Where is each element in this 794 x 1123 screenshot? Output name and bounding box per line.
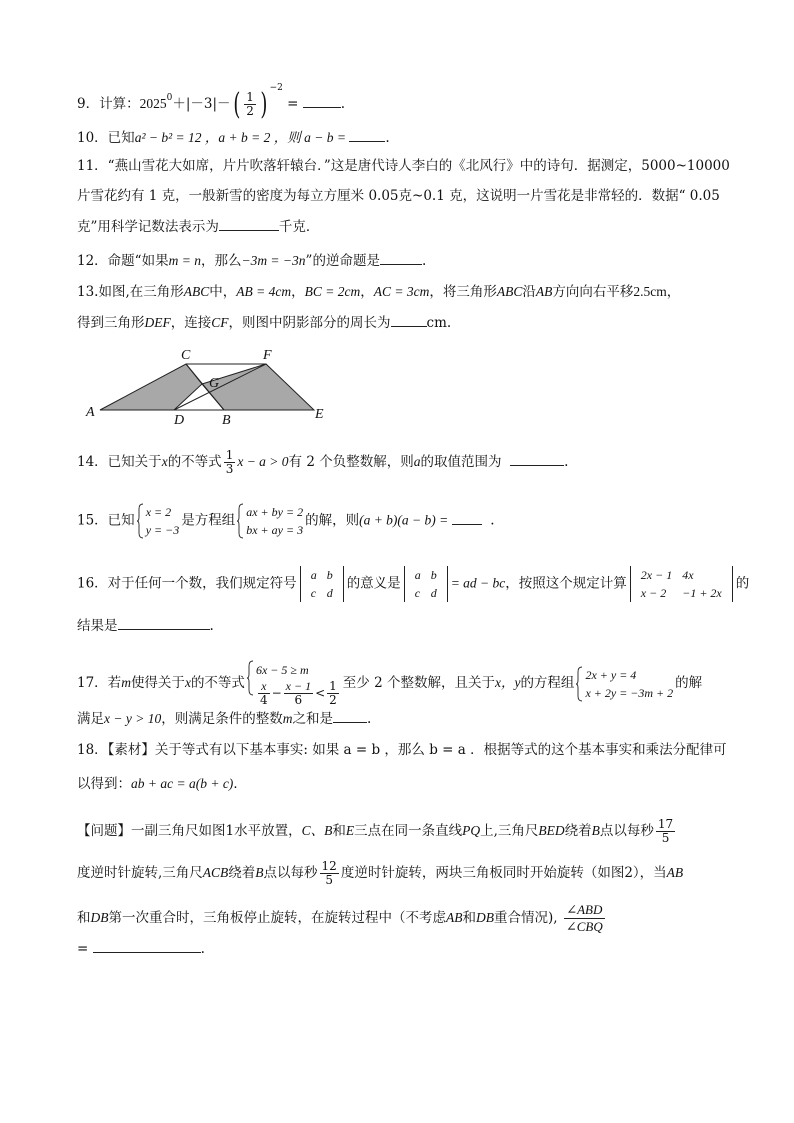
q16-t3: ，按照这个规定计算 <box>505 575 627 592</box>
q12-concl: −3m = −3n <box>241 253 306 268</box>
q18-t5: 上,三角尺 <box>480 823 539 839</box>
frac-x1-6 <box>284 680 313 707</box>
q18-t13: 第一次重合时，三角板停止旋转，在旋转过程中（不考虑 <box>108 910 446 926</box>
q14-t2: 的不等式 <box>167 454 222 470</box>
q18-t12: 和 <box>77 910 91 926</box>
q17-t9: 之和是 <box>292 711 333 727</box>
q18-e: E <box>345 823 355 838</box>
q18-t7: 点以每秒 <box>599 823 654 839</box>
q17-x: x <box>184 675 191 690</box>
q13-unit: cm. <box>426 315 452 331</box>
q15-s2: y = −3 <box>145 523 180 537</box>
q9-frac-den: 2 <box>246 104 254 118</box>
q18-t10: 点以每秒 <box>263 865 318 881</box>
q12-cond: m = n <box>168 253 201 268</box>
q13-t1: 13.如图,在三角形 <box>77 284 184 300</box>
q18-db: DB <box>90 910 109 925</box>
brace-icon <box>137 503 144 539</box>
q18-cb: C、B <box>301 823 333 838</box>
label-e: E <box>315 407 324 422</box>
det-c: x − 2 <box>640 586 667 600</box>
q18-pq: PQ <box>462 823 481 838</box>
brace-icon <box>237 503 244 539</box>
frac-x-4 <box>258 680 270 707</box>
q18-db2: DB <box>476 910 494 925</box>
q18-identity: ab + ac = a(b + c) <box>131 776 234 791</box>
q18-rate-2 <box>320 860 339 887</box>
q13-ab: AB = 4cm <box>236 284 292 299</box>
q17-t6: 的解 <box>675 675 703 691</box>
question-16-line-2: 结果是 . <box>77 615 214 636</box>
q18-ab2: AB <box>446 910 463 925</box>
question-17-line-1 <box>77 660 702 707</box>
q11-text-b: 千克． <box>278 219 320 235</box>
det-a: a <box>414 568 421 582</box>
q17-eq-1: 2x + y = 4 <box>585 667 637 682</box>
q17-m2: m <box>282 711 293 726</box>
question-18-line-4 <box>77 860 683 887</box>
q11-text-a: 克”用科学记数法表示为 <box>77 219 219 235</box>
answer-blank[interactable] <box>510 451 564 466</box>
det-b: b <box>326 568 333 582</box>
label-d: D <box>174 413 185 425</box>
answer-blank[interactable] <box>333 708 367 723</box>
q16-eq: = ad − bc <box>450 575 506 591</box>
q18-t14: 和 <box>462 910 476 926</box>
q16-determinant-definition <box>404 566 448 602</box>
q13-t2: 中， <box>209 284 237 300</box>
q18-t15: 重合情况), <box>494 910 558 926</box>
answer-blank[interactable] <box>93 938 201 953</box>
q9-end: . <box>340 96 346 112</box>
q15-expr: (a + b)(a − b) = <box>359 512 452 528</box>
q17-inequality-system <box>247 660 341 707</box>
q14-a: a <box>413 454 421 469</box>
answer-blank[interactable] <box>349 127 385 142</box>
question-11-line-1: 11．“燕山雪花大如席，片片吹落轩辕台．”这是唐代诗人李白的《北风行》中的诗句．据测定，5000~10000 <box>77 158 730 174</box>
q9-abs-term: ＋|－3|－ <box>172 96 231 112</box>
frac-den: 6 <box>294 693 303 707</box>
q9-equals: = <box>282 96 303 112</box>
det-c: c <box>414 586 421 600</box>
q14-fraction <box>224 449 236 476</box>
q18-t9: 绕着 <box>228 865 256 881</box>
frac-num: x <box>258 680 270 694</box>
q15-e2: bx + ay = 3 <box>246 523 304 537</box>
frac-den: 4 <box>259 693 268 707</box>
question-16-line-1 <box>77 566 749 602</box>
frac-den: 5 <box>325 873 333 887</box>
q15-t3: 的解，则 <box>305 512 360 529</box>
det-d: −1 + 2x <box>682 586 722 600</box>
q17-equation-system <box>576 666 673 702</box>
q14-t3: 有 2 个负整数解，则 <box>288 454 414 470</box>
q14-end: . <box>564 454 569 470</box>
q17-ineq-2: $\frac{x}{4}$ − $\frac{x - 1}{6}$ < $\frac{1}{2}$ <box>259 679 337 707</box>
q18-t11: 度逆时针旋转，两块三角板同时开始旋转（如图2），当 <box>340 865 667 881</box>
q17-xy: x，y <box>494 675 521 690</box>
answer-blank[interactable] <box>219 216 279 231</box>
q13-t6: 得到三角形 <box>77 315 145 331</box>
frac-den: ∠CBQ <box>565 919 603 934</box>
brace-icon <box>247 660 254 696</box>
question-14 <box>77 449 568 476</box>
q17-t1: 17．若 <box>77 675 122 691</box>
q17-t8: ，则满足条件的整数 <box>161 711 283 727</box>
q17-m: m <box>121 675 131 690</box>
label-g: G <box>209 376 220 391</box>
q17-ineq-1: 6x − 5 ≥ m <box>255 663 309 677</box>
q13-t5: 方向向右平移 <box>552 284 634 300</box>
question-11-line-3 <box>77 216 319 237</box>
frac-num: 1 <box>329 679 337 693</box>
q13-t8: ，则图中阴影部分的周长为 <box>228 315 391 331</box>
label-c: C <box>181 348 191 363</box>
q9-exponent: −2 <box>269 83 283 93</box>
q18-t3: 和 <box>332 823 346 839</box>
brace-icon <box>576 666 583 702</box>
question-18-line-6: = . <box>77 938 205 959</box>
q9-frac-num: 1 <box>246 90 254 104</box>
q9-label: 9．计算： <box>77 96 140 112</box>
question-18-line-5 <box>77 902 607 935</box>
frac-1-2 <box>327 680 339 707</box>
q17-t2: 使得关于 <box>130 675 185 691</box>
q12-text-e: ”的逆命题是 <box>305 253 380 269</box>
question-12 <box>77 250 426 271</box>
q15-solution-system <box>137 503 180 539</box>
q15-end: . <box>490 512 495 529</box>
frac-num: x − 1 <box>285 679 312 693</box>
q13-ab2: AB <box>535 284 553 299</box>
answer-blank[interactable] <box>452 510 482 525</box>
q18-t2: 【问题】一副三角尺如图1水平放置， <box>77 823 302 839</box>
q18-t6: 绕着 <box>564 823 592 839</box>
q13-t7: ，连接 <box>170 315 212 331</box>
q9-fraction <box>244 91 256 118</box>
det-a: a <box>310 568 317 582</box>
q13-shift: 2.5cm <box>633 284 667 299</box>
q16-determinant-symbol <box>300 566 344 602</box>
q15-equation-system <box>237 503 303 539</box>
q15-t2: 是方程组 <box>181 512 236 529</box>
det-b: b <box>430 568 437 582</box>
q16-t4: 的 <box>735 575 750 592</box>
q17-eq-2: x + 2y = −3m + 2 <box>585 685 674 700</box>
translated-triangles-figure <box>82 345 342 425</box>
question-18-line-1: 18．【素材】关于等式有以下基本事实: 如果 a = b ，那么 b = a ．根据等式的这个基本事实和乘法分配律可 <box>77 742 727 758</box>
q18-eq: = <box>77 941 93 957</box>
q13-t4: 沿 <box>522 284 536 300</box>
question-18-line-3 <box>77 818 677 845</box>
q18-b2: B <box>255 865 264 880</box>
q9-base: 2025 <box>139 96 167 111</box>
q12-text-a: 12．命题“如果 <box>77 253 169 269</box>
q15-e1: ax + by = 2 <box>246 505 304 519</box>
question-13-line-1: 13.如图,在三角形ABC中，AB = 4cm，BC = 2cm，AC = 3cm，将三角形ABC沿AB方向向右平移2.5cm， <box>77 284 681 300</box>
q18-t1: 以得到： <box>77 776 131 792</box>
q18-b: B <box>591 823 600 838</box>
q16-t1: 16．对于任何一个数，我们规定符号 <box>77 575 297 592</box>
question-13-line-2 <box>77 312 451 333</box>
q14-expr: x − a > 0 <box>237 454 289 469</box>
answer-blank[interactable] <box>391 312 427 327</box>
q13-abc: ABC <box>183 284 210 299</box>
question-9 <box>77 78 345 125</box>
q13-def: DEF <box>144 315 171 330</box>
frac-num: 12 <box>321 859 337 873</box>
q18-ab: AB <box>666 865 684 880</box>
q12-end: . <box>421 253 427 269</box>
det-d: d <box>430 586 437 600</box>
q18-t8: 度逆时针旋转,三角尺 <box>77 865 203 881</box>
frac-num: ∠ABD <box>564 902 605 919</box>
frac-den: 5 <box>661 831 670 845</box>
q15-s1: x = 2 <box>145 505 172 519</box>
frac-num: 17 <box>657 817 674 831</box>
q17-t5: 的方程组 <box>520 675 575 691</box>
q16-t2: 的意义是 <box>346 575 401 592</box>
answer-blank[interactable] <box>303 93 341 108</box>
q17-t3: 的不等式 <box>190 675 245 691</box>
q13-bc: BC = 2cm <box>304 284 361 299</box>
q9-exponent-zero: 0 <box>166 93 173 103</box>
q13-abc2: ABC <box>496 284 523 299</box>
det-b: 4x <box>682 568 694 582</box>
q13-ac: AC = 3cm <box>373 284 430 299</box>
answer-blank[interactable] <box>118 615 210 630</box>
label-f: F <box>263 348 272 363</box>
frac-den: 2 <box>329 693 337 707</box>
q10-label: 10．已知 <box>77 130 135 146</box>
q14-x: x <box>161 454 168 469</box>
q18-acb: ACB <box>202 865 229 880</box>
det-d: d <box>326 586 333 600</box>
answer-blank[interactable] <box>380 250 422 265</box>
question-11-line-2: 片雪花约有 1 克，一般新雪的密度为每立方厘米 0.05克~0.1 克，这说明一片雪花是非常轻的．数据“ 0.05 <box>77 188 720 204</box>
q18-t4: 三点在同一条直线 <box>354 823 463 839</box>
question-17-line-2 <box>77 708 371 729</box>
q14-frac-den: 3 <box>225 462 234 476</box>
q16-determinant-task <box>630 566 733 602</box>
q17-t4: 至少 2 个整数解，且关于 <box>342 675 495 691</box>
det-c: c <box>310 586 317 600</box>
q13-t3: ，将三角形 <box>429 284 497 300</box>
q14-t1: 14．已知关于 <box>77 454 162 470</box>
q17-t7: 满足 <box>77 711 104 727</box>
q17-cond: x − y > 10 <box>104 711 162 726</box>
q10-end: . <box>385 130 390 146</box>
q18-rate-1 <box>656 818 675 845</box>
label-b: B <box>222 413 231 425</box>
q13-cf: CF <box>211 315 229 330</box>
q16-t5: 结果是 <box>77 618 118 634</box>
label-a: A <box>86 405 95 420</box>
det-a: 2x − 1 <box>640 568 673 582</box>
right-paren: ) <box>260 86 268 122</box>
q10-expr: a² − b² = 12 ，a + b = 2 ，则 a − b = <box>134 130 350 145</box>
left-paren: ( <box>232 86 240 122</box>
q18-bed: BED <box>538 823 565 838</box>
q14-t4: 的取值范围为 <box>420 454 502 470</box>
question-15 <box>77 503 495 539</box>
question-18-line-2: 以得到：ab + ac = a(b + c)． <box>77 776 247 792</box>
q17-end: . <box>366 711 372 727</box>
q14-frac-num: 1 <box>225 448 234 462</box>
question-10 <box>77 127 390 148</box>
q15-t1: 15．已知 <box>77 512 135 529</box>
q12-text-c: ，那么 <box>200 253 242 269</box>
q18-angle-ratio <box>564 902 605 935</box>
